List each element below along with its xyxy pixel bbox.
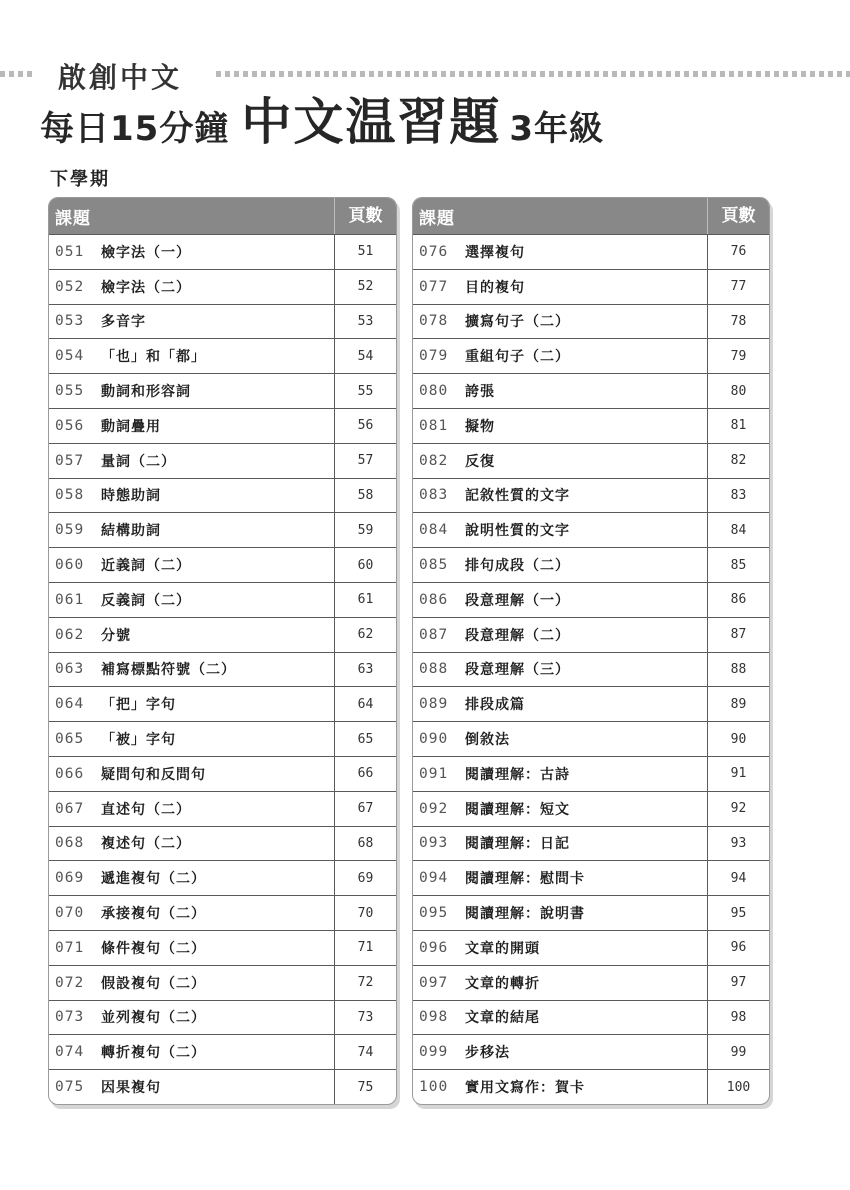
lesson-title: 文章的開頭 — [465, 940, 540, 957]
page-number: 93 — [707, 827, 769, 861]
lesson-number: 093 — [419, 835, 449, 852]
lesson-number: 078 — [419, 313, 449, 330]
toc-row — [49, 512, 396, 547]
lesson-number: 054 — [55, 348, 85, 365]
header-topic: 課題 — [419, 208, 455, 229]
page-number: 92 — [707, 792, 769, 826]
toc-row — [413, 408, 769, 443]
toc-row — [413, 930, 769, 965]
lesson-number: 065 — [55, 731, 85, 748]
toc-row — [49, 721, 396, 756]
lesson-title: 反義詞（二） — [101, 592, 191, 609]
toc-row — [413, 373, 769, 408]
lesson-number: 059 — [55, 522, 85, 539]
lesson-number: 072 — [55, 974, 85, 991]
lesson-number: 087 — [419, 626, 449, 643]
lesson-title: 直述句（二） — [101, 801, 191, 818]
page-number: 65 — [334, 722, 396, 756]
toc-row — [49, 1069, 396, 1104]
lesson-number: 089 — [419, 696, 449, 713]
page-number: 85 — [707, 548, 769, 582]
page-number: 63 — [334, 653, 396, 687]
page-number: 72 — [334, 966, 396, 1000]
page-number: 86 — [707, 583, 769, 617]
lesson-title: 閱讀理解：日記 — [465, 836, 570, 853]
lesson-number: 067 — [55, 800, 85, 817]
toc-row — [413, 756, 769, 791]
toc-header — [413, 198, 769, 234]
lesson-title: 段意理解（三） — [465, 662, 570, 679]
lesson-number: 079 — [419, 348, 449, 365]
lesson-title: 因果複句 — [101, 1080, 161, 1097]
lesson-number: 062 — [55, 626, 85, 643]
toc-row — [413, 617, 769, 652]
lesson-title: 疑問句和反問句 — [101, 766, 206, 783]
page-number: 97 — [707, 966, 769, 1000]
lesson-number: 071 — [55, 939, 85, 956]
page-number: 88 — [707, 653, 769, 687]
lesson-number: 091 — [419, 765, 449, 782]
toc-header — [49, 198, 396, 234]
page-number: 76 — [707, 235, 769, 269]
header-page: 頁數 — [334, 198, 396, 234]
publisher-name: 啟創中文 — [58, 61, 183, 94]
lesson-number: 098 — [419, 1009, 449, 1026]
page-number: 60 — [334, 548, 396, 582]
lesson-title: 假設複句（二） — [101, 975, 206, 992]
lesson-number: 080 — [419, 383, 449, 400]
toc-row — [413, 1034, 769, 1069]
page-number: 57 — [334, 444, 396, 478]
lesson-title: 條件複句（二） — [101, 940, 206, 957]
lesson-title: 文章的結尾 — [465, 1010, 540, 1027]
page-number: 73 — [334, 1001, 396, 1035]
lesson-number: 097 — [419, 974, 449, 991]
lesson-title: 選擇複句 — [465, 244, 525, 261]
lesson-title: 動詞和形容詞 — [101, 384, 191, 401]
lesson-title: 段意理解（一） — [465, 592, 570, 609]
lesson-number: 076 — [419, 243, 449, 260]
page-number: 98 — [707, 1001, 769, 1035]
lesson-title: 時態助詞 — [101, 488, 161, 505]
lesson-number: 096 — [419, 939, 449, 956]
toc-row — [49, 582, 396, 617]
lesson-number: 073 — [55, 1009, 85, 1026]
page-number: 62 — [334, 618, 396, 652]
lesson-title: 承接複句（二） — [101, 906, 206, 923]
toc-row — [49, 756, 396, 791]
page-number: 99 — [707, 1035, 769, 1069]
lesson-title: 閱讀理解：短文 — [465, 801, 570, 818]
lesson-title: 檢字法（一） — [101, 244, 191, 261]
page-number: 67 — [334, 792, 396, 826]
toc-row — [49, 895, 396, 930]
page-number: 64 — [334, 687, 396, 721]
toc-row — [413, 721, 769, 756]
lesson-number: 053 — [55, 313, 85, 330]
page-number: 70 — [334, 896, 396, 930]
page-number: 89 — [707, 687, 769, 721]
page-number: 68 — [334, 827, 396, 861]
lesson-number: 057 — [55, 452, 85, 469]
lesson-title: 補寫標點符號（二） — [101, 662, 236, 679]
lesson-number: 099 — [419, 1044, 449, 1061]
toc-row — [413, 686, 769, 721]
toc-row — [49, 547, 396, 582]
lesson-number: 100 — [419, 1079, 449, 1096]
toc-row — [413, 860, 769, 895]
toc-row — [413, 478, 769, 513]
toc-row — [49, 791, 396, 826]
lesson-number: 055 — [55, 383, 85, 400]
toc-row — [413, 582, 769, 617]
page-number: 56 — [334, 409, 396, 443]
toc-row — [413, 1069, 769, 1104]
lesson-title: 轉折複句（二） — [101, 1045, 206, 1062]
page-number: 75 — [334, 1070, 396, 1104]
lesson-title: 閱讀理解：古詩 — [465, 766, 570, 783]
toc-row — [49, 269, 396, 304]
lesson-title: 步移法 — [465, 1045, 510, 1062]
lesson-number: 095 — [419, 905, 449, 922]
term-label: 下學期 — [50, 169, 110, 190]
page-number: 59 — [334, 513, 396, 547]
toc-row — [49, 373, 396, 408]
page-number: 77 — [707, 270, 769, 304]
page-number: 90 — [707, 722, 769, 756]
lesson-number: 083 — [419, 487, 449, 504]
toc-row — [413, 269, 769, 304]
toc-row — [413, 1000, 769, 1035]
lesson-title: 記敘性質的文字 — [465, 488, 570, 505]
toc-table-right — [412, 197, 770, 1105]
lesson-number: 051 — [55, 243, 85, 260]
lesson-number: 077 — [419, 278, 449, 295]
lesson-number: 056 — [55, 417, 85, 434]
header-page: 頁數 — [707, 198, 769, 234]
page-number: 94 — [707, 861, 769, 895]
page-number: 95 — [707, 896, 769, 930]
toc-row — [49, 338, 396, 373]
lesson-title: 實用文寫作：賀卡 — [465, 1080, 585, 1097]
page-number: 74 — [334, 1035, 396, 1069]
toc-row — [49, 826, 396, 861]
lesson-number: 081 — [419, 417, 449, 434]
lesson-number: 069 — [55, 870, 85, 887]
page-number: 69 — [334, 861, 396, 895]
lesson-number: 060 — [55, 557, 85, 574]
lesson-number: 066 — [55, 765, 85, 782]
lesson-title: 遞進複句（二） — [101, 871, 206, 888]
toc-row — [413, 965, 769, 1000]
toc-row — [413, 443, 769, 478]
toc-row — [49, 1000, 396, 1035]
lesson-number: 088 — [419, 661, 449, 678]
toc-row — [413, 338, 769, 373]
lesson-title: 反復 — [465, 453, 495, 470]
page-number: 84 — [707, 513, 769, 547]
toc-row — [413, 512, 769, 547]
toc-row — [49, 652, 396, 687]
page-number: 91 — [707, 757, 769, 791]
toc-row — [49, 234, 396, 269]
lesson-title: 分號 — [101, 627, 131, 644]
toc-row — [49, 617, 396, 652]
lesson-title: 「被」字句 — [101, 732, 176, 749]
lesson-title: 結構助詞 — [101, 523, 161, 540]
toc-row — [413, 826, 769, 861]
page-number: 61 — [334, 583, 396, 617]
lesson-number: 052 — [55, 278, 85, 295]
lesson-title: 段意理解（二） — [465, 627, 570, 644]
lesson-number: 084 — [419, 522, 449, 539]
toc-row — [413, 895, 769, 930]
toc-row — [49, 965, 396, 1000]
toc-row — [49, 930, 396, 965]
page-number: 53 — [334, 305, 396, 339]
lesson-title: 檢字法（二） — [101, 279, 191, 296]
page-number: 78 — [707, 305, 769, 339]
page-number: 52 — [334, 270, 396, 304]
lesson-title: 排段成篇 — [465, 697, 525, 714]
toc-row — [413, 791, 769, 826]
page-number: 81 — [707, 409, 769, 443]
lesson-number: 075 — [55, 1079, 85, 1096]
lesson-title: 倒敘法 — [465, 732, 510, 749]
title-main: 中文温習題 — [241, 93, 502, 151]
lesson-title: 擴寫句子（二） — [465, 314, 570, 331]
lesson-number: 058 — [55, 487, 85, 504]
page-number: 51 — [334, 235, 396, 269]
page-number: 58 — [334, 479, 396, 513]
toc-row — [49, 304, 396, 339]
page-number: 55 — [334, 374, 396, 408]
title-prefix: 每日15分鐘 — [40, 109, 230, 149]
page-number: 80 — [707, 374, 769, 408]
page-number: 71 — [334, 931, 396, 965]
toc-row — [413, 547, 769, 582]
toc-row — [413, 234, 769, 269]
dotted-rule-left — [0, 71, 34, 77]
toc-row — [49, 686, 396, 721]
toc-rows-left — [49, 234, 396, 1104]
lesson-title: 誇張 — [465, 384, 495, 401]
toc-row — [413, 652, 769, 687]
header-topic: 課題 — [55, 208, 91, 229]
toc-row — [49, 443, 396, 478]
title-grade: 3年級 — [509, 109, 604, 149]
page-number: 82 — [707, 444, 769, 478]
lesson-title: 並列複句（二） — [101, 1010, 206, 1027]
page-number: 83 — [707, 479, 769, 513]
lesson-title: 目的複句 — [465, 279, 525, 296]
lesson-title: 說明性質的文字 — [465, 523, 570, 540]
book-title — [40, 92, 604, 154]
lesson-number: 086 — [419, 591, 449, 608]
page-number: 54 — [334, 339, 396, 373]
lesson-number: 082 — [419, 452, 449, 469]
dotted-rule-right — [216, 71, 850, 77]
page-number: 100 — [707, 1070, 769, 1104]
lesson-title: 量詞（二） — [101, 453, 176, 470]
page-number: 87 — [707, 618, 769, 652]
toc-row — [49, 478, 396, 513]
lesson-title: 近義詞（二） — [101, 558, 191, 575]
lesson-number: 074 — [55, 1044, 85, 1061]
lesson-title: 重組句子（二） — [465, 349, 570, 366]
lesson-number: 063 — [55, 661, 85, 678]
lesson-title: 閱讀理解：慰問卡 — [465, 871, 585, 888]
lesson-title: 文章的轉折 — [465, 975, 540, 992]
lesson-number: 061 — [55, 591, 85, 608]
lesson-number: 094 — [419, 870, 449, 887]
page-number: 66 — [334, 757, 396, 791]
lesson-title: 擬物 — [465, 418, 495, 435]
lesson-number: 090 — [419, 731, 449, 748]
page-number: 96 — [707, 931, 769, 965]
lesson-number: 085 — [419, 557, 449, 574]
lesson-title: 「也」和「都」 — [101, 349, 206, 366]
toc-rows-right — [413, 234, 769, 1104]
lesson-title: 閱讀理解：說明書 — [465, 906, 585, 923]
lesson-number: 064 — [55, 696, 85, 713]
lesson-title: 「把」字句 — [101, 697, 176, 714]
toc-row — [413, 304, 769, 339]
toc-row — [49, 1034, 396, 1069]
lesson-title: 排句成段（二） — [465, 558, 570, 575]
lesson-title: 多音字 — [101, 314, 146, 331]
lesson-number: 070 — [55, 905, 85, 922]
toc-table-left — [48, 197, 397, 1105]
lesson-number: 068 — [55, 835, 85, 852]
toc-row — [49, 408, 396, 443]
lesson-number: 092 — [419, 800, 449, 817]
lesson-title: 複述句（二） — [101, 836, 191, 853]
toc-row — [49, 860, 396, 895]
lesson-title: 動詞疊用 — [101, 418, 161, 435]
page-number: 79 — [707, 339, 769, 373]
